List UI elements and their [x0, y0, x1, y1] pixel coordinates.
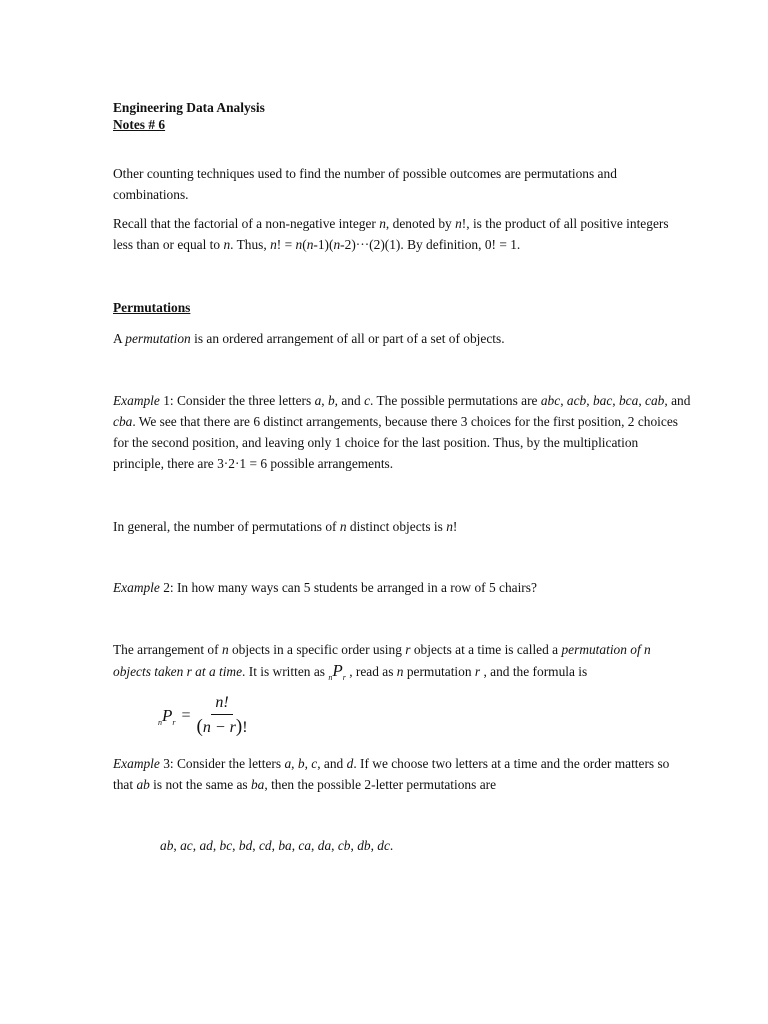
permutation-list: ab, ac, ad, bc, bd, cd, ba, ca, da, cb, db, dc.	[160, 838, 394, 853]
permutation-formula: n P r = $\frac{n!}{(n - r)!}$	[158, 694, 248, 737]
section-heading-permutations: Permutations	[113, 300, 191, 315]
intro-paragraph: Other counting techniques used to find the number of possible outcomes are permutations and combinations.	[113, 166, 617, 202]
example-1: Example 1: Consider the three letters a, b, and c. The possible permutations are abc, acb, bac, bca, cab, and cba. We see that there are 6 distinct arrangements, because there 3 choices for the first position, 2 choices for the second position, and leaving only 1 choice for the last position. Thus, by the multiplication principle, there are 3·2·1 = 6 possible arrangements.	[113, 393, 691, 471]
formula-fraction	[197, 694, 248, 738]
formula-denominator: (n − r)!	[196, 716, 248, 737]
permutation-definition: A permutation is an ordered arrangement of all or part of a set of objects.	[113, 331, 505, 346]
document-title-block	[113, 99, 691, 133]
general-statement: In general, the number of permutations of n distinct objects is n!	[113, 519, 458, 534]
factorial-paragraph: Recall that the factorial of a non-negative integer n, denoted by n!, is the product of all positive integers less than or equal to n. Thus, n! = n(n-1)(n-2)···(2)(1). By definition, 0! = 1.	[113, 216, 669, 252]
example-2: Example 2: In how many ways can 5 students be arranged in a row of 5 chairs?	[113, 580, 537, 595]
document-title: Engineering Data Analysis	[113, 100, 265, 115]
notes-number: Notes # 6	[113, 117, 166, 132]
formula-numerator: n!	[211, 694, 232, 715]
npr-definition: The arrangement of n objects in a specific order using r objects at a time is called a permutation of n objects taken r at a time. It is written as $_nP_r$ , read as n permutation r , and the formula is	[113, 642, 651, 682]
example-3: Example 3: Consider the letters a, b, c, and d. If we choose two letters at a time and the order matters so that ab is not the same as ba, then the possible 2-letter permutations are	[113, 756, 670, 792]
formula-lhs: n P r	[158, 706, 176, 727]
